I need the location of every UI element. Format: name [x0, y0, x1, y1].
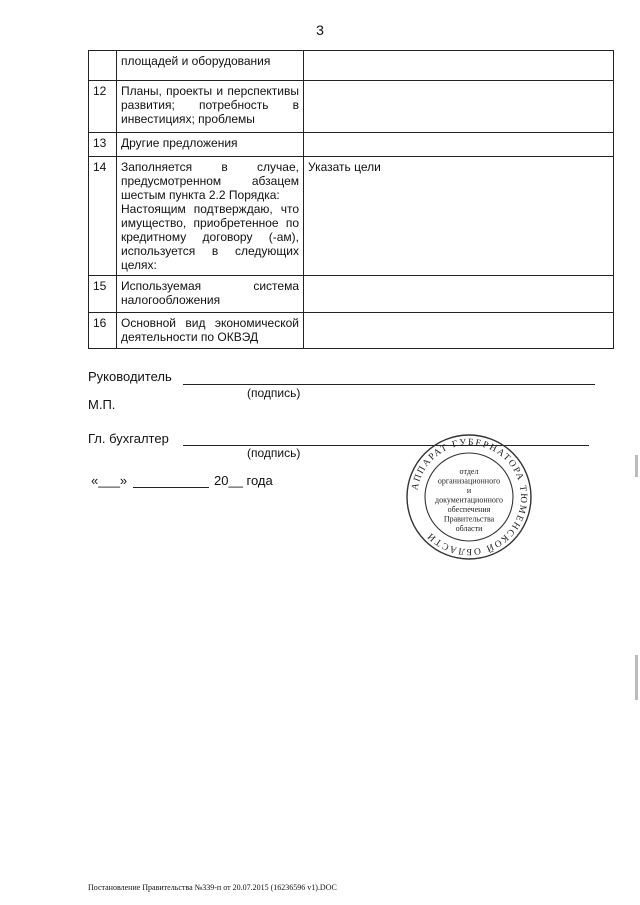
form-table [88, 50, 614, 349]
row-number: 13 [89, 133, 117, 157]
accountant-signature-caption: (подпись) [247, 446, 301, 460]
row-description [117, 276, 304, 313]
stamp-inner-text [435, 467, 503, 533]
scan-edge-mark [635, 455, 638, 477]
date-month-line [133, 487, 209, 488]
document-footer: Постановление Правительства №339-п от 20.07.2015 (16236596 v1).DOC [88, 883, 337, 892]
stamp-inner-line: документационного [435, 495, 503, 505]
row-value [304, 133, 614, 157]
row-number [89, 51, 117, 81]
row-description-text: Настоящим подтверждаю, что имущество, приобретенное по кредитному договору (-ам), используется в следующих целях: [121, 202, 299, 272]
row-description-text: Заполняется в случае, предусмотренном абзацем шестым пункта 2.2 Порядка: [121, 160, 299, 202]
table-row [89, 313, 614, 349]
table-row [89, 276, 614, 313]
row-description [117, 81, 304, 133]
table-row [89, 157, 614, 276]
row-value [304, 313, 614, 349]
row-description-text: Другие предложения [121, 136, 238, 150]
seal-label: М.П. [88, 397, 116, 412]
head-signature-caption: (подпись) [247, 386, 301, 400]
row-number: 12 [89, 81, 117, 133]
stamp-inner-line: и [466, 486, 472, 495]
stamp-inner-line: области [455, 524, 483, 533]
table-row [89, 81, 614, 133]
row-description [117, 157, 304, 276]
date-year: 20__ года [214, 473, 273, 488]
date-day: «___» [91, 473, 128, 488]
scan-edge-mark [635, 655, 638, 700]
form-table-body [89, 51, 614, 349]
row-value [304, 51, 614, 81]
row-description-text: Планы, проекты и перспективы развития; потребность в инвестициях; проблемы [121, 84, 299, 126]
stamp-inner-line: организационного [437, 476, 501, 486]
row-value: Указать цели [304, 157, 614, 276]
row-number: 15 [89, 276, 117, 313]
row-description [117, 51, 304, 81]
page-number: 3 [316, 22, 324, 38]
row-description-text: Основной вид экономической деятельности по ОКВЭД [121, 316, 299, 344]
row-description-text: Используемая система налогообложения [121, 279, 299, 307]
row-value [304, 276, 614, 313]
head-signature-line [183, 384, 595, 385]
row-number: 16 [89, 313, 117, 349]
table-row [89, 133, 614, 157]
stamp-outer-text: АППАРАТ ГУБЕРНАТОРА ТЮМЕНСКОЙ ОБЛАСТИ [410, 437, 529, 557]
row-number: 14 [89, 157, 117, 276]
head-label: Руководитель [88, 369, 172, 384]
row-description-text: площадей и оборудования [121, 54, 271, 68]
stamp-inner-line: отдел [459, 467, 479, 476]
row-description [117, 313, 304, 349]
official-stamp [404, 432, 534, 562]
accountant-label: Гл. бухгалтер [88, 431, 169, 446]
table-row [89, 51, 614, 81]
row-description [117, 133, 304, 157]
stamp-inner-line: Правительства [443, 514, 495, 524]
row-value [304, 81, 614, 133]
stamp-inner-line: обеспечения [447, 505, 491, 514]
